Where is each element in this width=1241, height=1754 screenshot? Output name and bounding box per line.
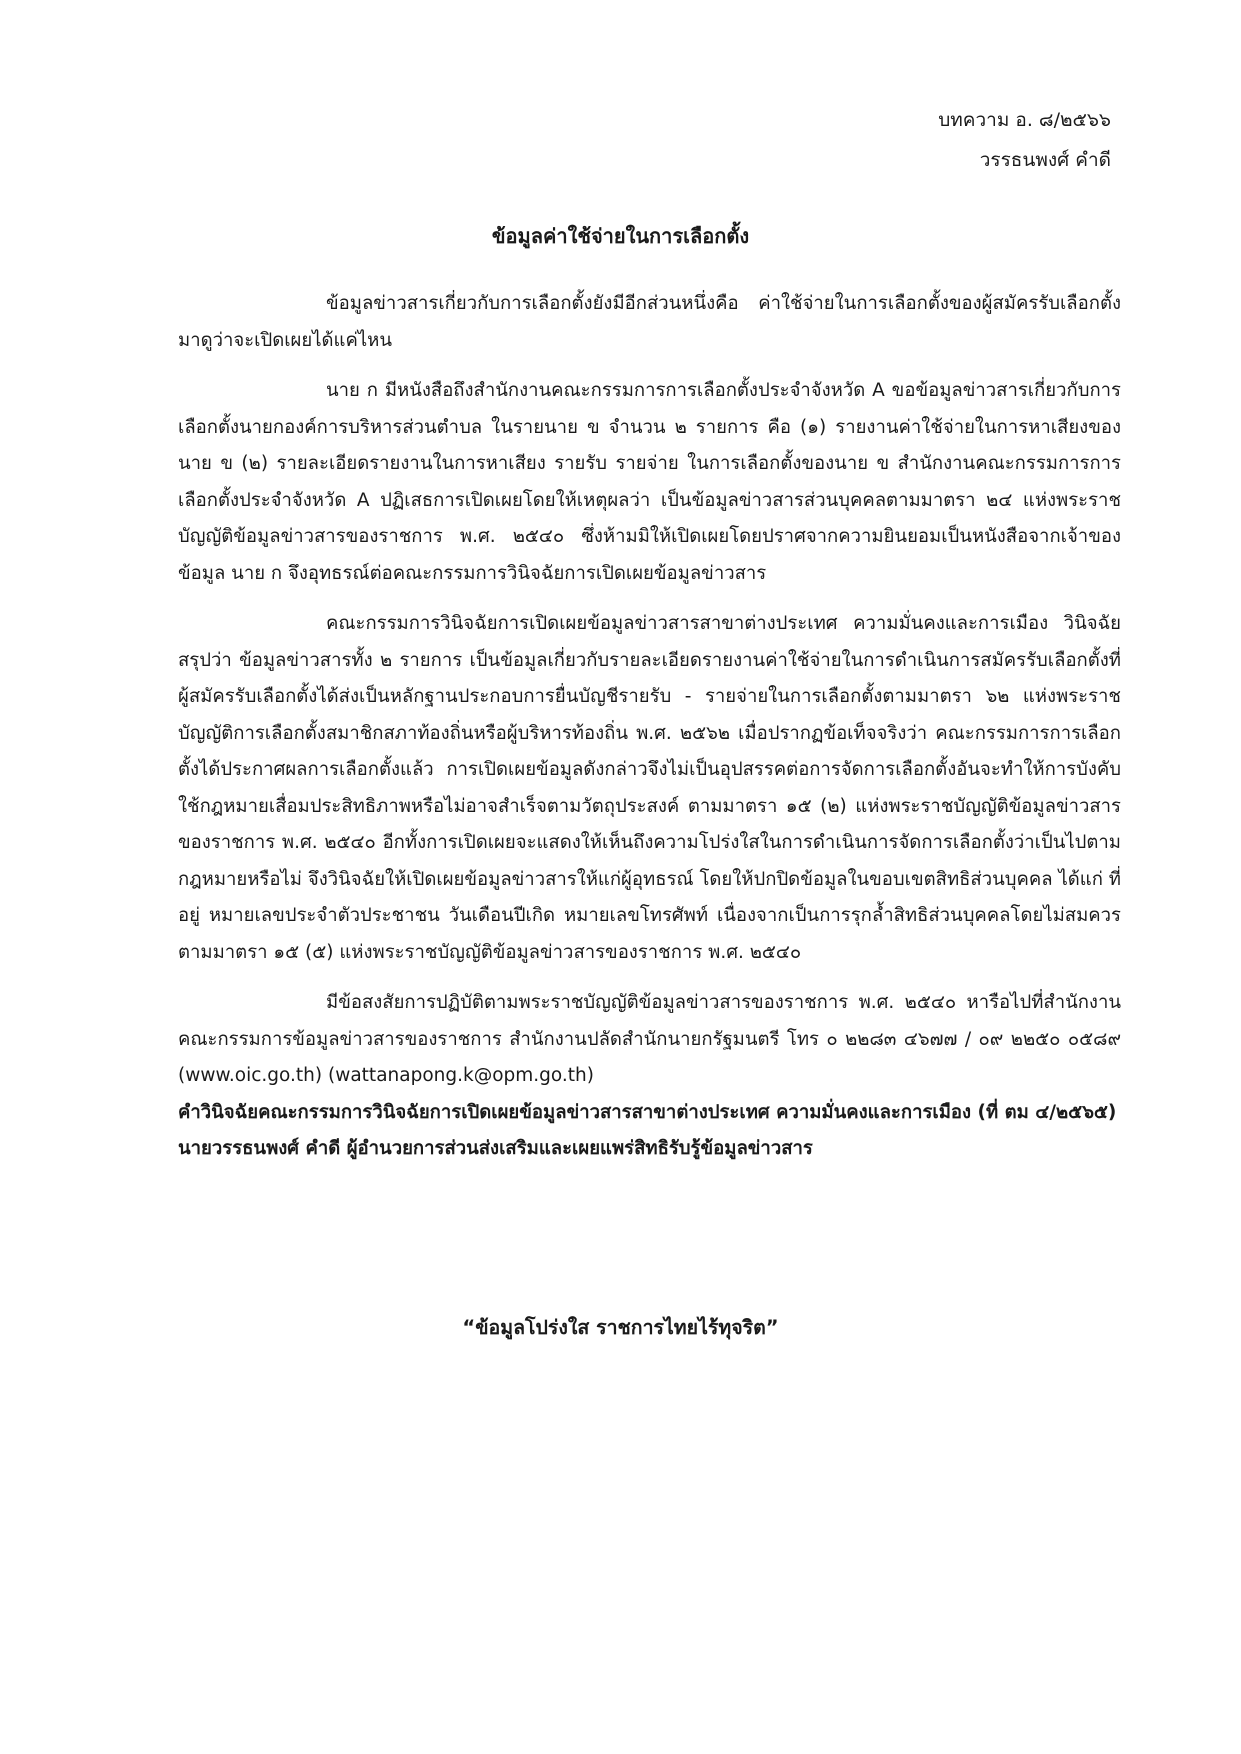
slogan: “ข้อมูลโปร่งใส ราชการไทยไร้ทุจริต”	[462, 1316, 779, 1339]
paragraph-ruling: คณะกรรมการวินิจฉัยการเปิดเผยข้อมูลข่าวสารสาขาต่างประเทศ ความมั่นคงและการเมือง วินิจฉัยสรุปว่า ข้อมูลข่าวสารทั้ง ๒ รายการ เป็นข้อมูลเกี่ยวกับรายละเอียดรายงานค่าใช้จ่ายในการดำเนินการสมัครรับเลือกตั้งที่ผู้สมัครรับเลือกตั้งได้ส่งเป็นหลักฐานประกอบการยื่นบัญชีรายรับ - รายจ่ายในการเลือกตั้งตามมาตรา ๖๒ แห่งพระราชบัญญัติการเลือกตั้งสมาชิกสภาท้องถิ่นหรือผู้บริหารท้องถิ่น พ.ศ. ๒๕๖๒ เมื่อปรากฏข้อเท็จจริงว่า คณะกรรมการการเลือกตั้งได้ประกาศผลการเลือกตั้งแล้ว การเปิดเผยข้อมูลดังกล่าวจึงไม่เป็นอุปสรรคต่อการจัดการเลือกตั้งอันจะทำให้การบังคับใช้กฎหมายเสื่อมประสิทธิภาพหรือไม่อาจสำเร็จตามวัตถุประสงค์ ตามมาตรา ๑๕ (๒) แห่งพระราชบัญญัติข้อมูลข่าวสารของราชการ พ.ศ. ๒๕๔๐ อีกทั้งการเปิดเผยจะแสดงให้เห็นถึงความโปร่งใสในการดำเนินการจัดการเลือกตั้งว่าเป็นไปตามกฎหมายหรือไม่ จึงวินิจฉัยให้เปิดเผยข้อมูลข่าวสารให้แก่ผู้อุทธรณ์ โดยให้ปกปิดข้อมูลในขอบเขตสิทธิส่วนบุคคล ได้แก่ ที่อยู่ หมายเลขประจำตัวประชาชน วันเดือนปีเกิด หมายเลขโทรศัพท์ เนื่องจากเป็นการรุกล้ำสิทธิส่วนบุคคลโดยไม่สมควร ตามมาตรา ๑๕ (๕) แห่งพระราชบัญญัติข้อมูลข่าวสารของราชการ พ.ศ. ๒๕๔๐	[178, 613, 1121, 963]
paragraph-contact: มีข้อสงสัยการปฏิบัติตามพระราชบัญญัติข้อมูลข่าวสารของราชการ พ.ศ. ๒๕๔๐ หารือไปที่สำนักงานคณะกรรมการข้อมูลข่าวสารของราชการ สำนักงานปลัดสำนักนายกรัฐมนตรี โทร ๐ ๒๒๘๓ ๔๖๗๗ / ๐๙ ๒๒๕๐ ๐๕๘๙ (www.oic.go.th) (wattanapong.k@opm.go.th)	[178, 992, 1121, 1086]
paragraph-case: นาย ก มีหนังสือถึงสำนักงานคณะกรรมการการเลือกตั้งประจำจังหวัด A ขอข้อมูลข่าวสารเกี่ยวกับการเลือกตั้งนายกองค์การบริหารส่วนตำบล ในรายนาย ข จำนวน ๒ รายการ คือ (๑) รายงานค่าใช้จ่ายในการหาเสียงของนาย ข (๒) รายละเอียดรายงานในการหาเสียง รายรับ รายจ่าย ในการเลือกตั้งของนาย ข สำนักงานคณะกรรมการการเลือกตั้งประจำจังหวัด A ปฏิเสธการเปิดเผยโดยให้เหตุผลว่า เป็นข้อมูลข่าวสารส่วนบุคคลตามมาตรา ๒๔ แห่งพระราชบัญญัติข้อมูลข่าวสารของราชการ พ.ศ. ๒๕๔๐ ซึ่งห้ามมิให้เปิดเผยโดยปราศจากความยินยอมเป็นหนังสือจากเจ้าของข้อมูล นาย ก จึงอุทธรณ์ต่อคณะกรรมการวินิจฉัยการเปิดเผยข้อมูลข่าวสาร	[178, 380, 1121, 584]
document-title: ข้อมูลค่าใช้จ่ายในการเลือกตั้ง	[491, 224, 750, 248]
paragraph-intro: ข้อมูลข่าวสารเกี่ยวกับการเลือกตั้งยังมีอีกส่วนหนึ่งคือ ค่าใช้จ่ายในการเลือกตั้งของผู้สมัครรับเลือกตั้ง มาดูว่าจะเปิดเผยได้แค่ไหน	[178, 293, 1121, 351]
document-header	[938, 100, 1111, 180]
ruling-reference: คำวินิจฉัยคณะกรรมการวินิจฉัยการเปิดเผยข้อมูลข่าวสารสาขาต่างประเทศ ความมั่นคงและการเมือง (ที่ ตม ๔/๒๕๖๕) นายวรรธนพงศ์ คำดี ผู้อำนวยการส่วนส่งเสริมและเผยแพร่สิทธิรับรู้ข้อมูลข่าวสาร	[178, 1101, 1117, 1159]
document-body	[178, 286, 1121, 1168]
article-number: บทความ อ. ๘/๒๕๖๖	[938, 109, 1111, 131]
author-name: วรรธนพงศ์ คำดี	[979, 149, 1111, 171]
